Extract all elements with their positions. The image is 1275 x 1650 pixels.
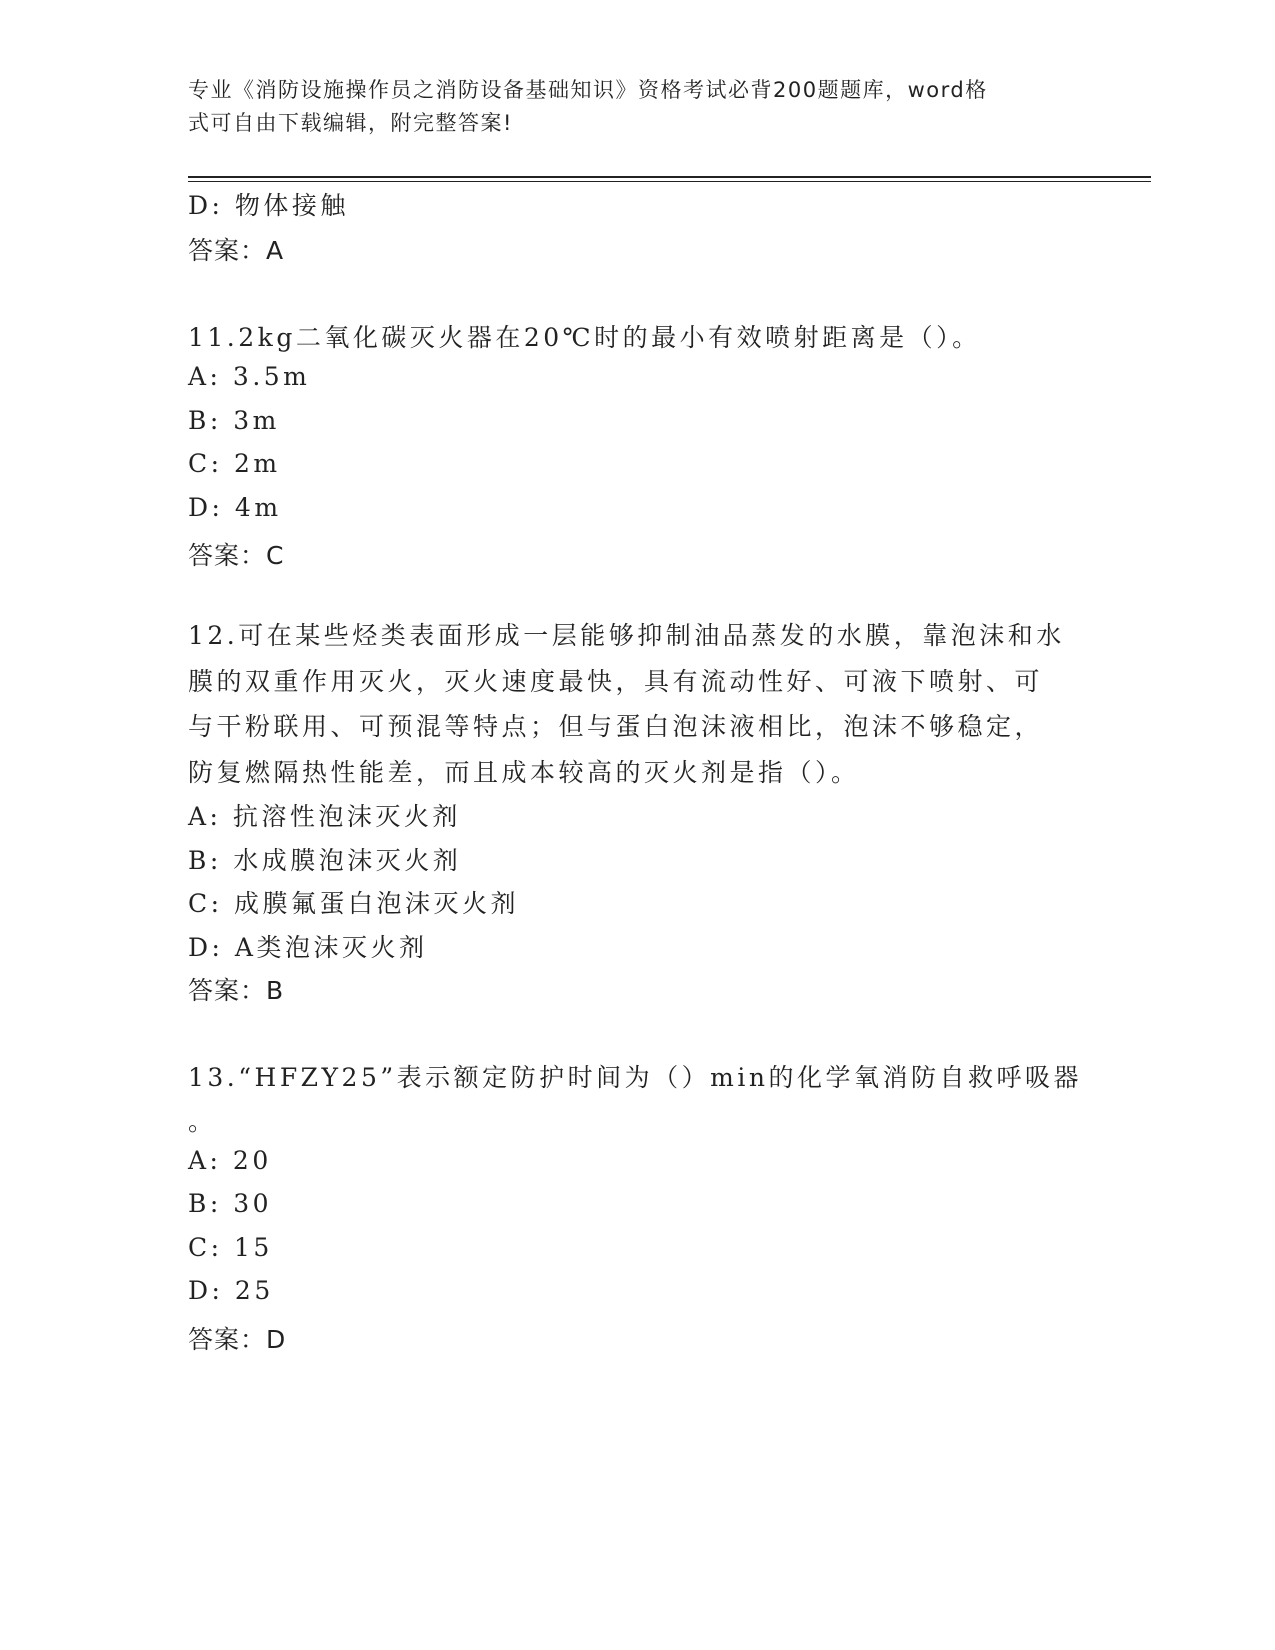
question-12-stem-line-4: 防复燃隔热性能差，而且成本较高的灭火剂是指（）。 xyxy=(188,757,860,787)
question-13-answer: 答案：D xyxy=(188,1325,287,1354)
header-divider-thin xyxy=(188,181,1151,182)
prev-answer: 答案：A xyxy=(188,236,285,265)
question-12-option-a: A: 抗溶性泡沫灭火剂 xyxy=(188,802,461,831)
header-line-2: 式可自由下载编辑，附完整答案! xyxy=(188,111,513,135)
question-13-stem: 13.“HFZY25”表示额定防护时间为（）min的化学氧消防自救呼吸器 xyxy=(188,1063,1082,1092)
header-divider-thick xyxy=(188,176,1151,178)
question-13-option-b: B: 30 xyxy=(188,1189,273,1218)
question-11-option-b: B: 3m xyxy=(188,406,280,435)
question-13-stem-continuation: 。 xyxy=(188,1107,217,1136)
header-line-1: 专业《消防设施操作员之消防设备基础知识》资格考试必背200题题库，word格 xyxy=(188,78,988,102)
question-11-answer: 答案：C xyxy=(188,541,285,570)
question-12-option-d: D: A类泡沫灭火剂 xyxy=(188,933,428,962)
question-13-option-d: D: 25 xyxy=(188,1276,274,1305)
question-11-option-c: C: 2m xyxy=(188,449,281,478)
question-12-stem-line-3: 与干粉联用、可预混等特点；但与蛋白泡沫液相比，泡沫不够稳定， xyxy=(188,712,1044,741)
prev-option-d: D: 物体接触 xyxy=(188,191,349,220)
question-11-stem: 11.2kg二氧化碳灭火器在20℃时的最小有效喷射距离是（）。 xyxy=(188,323,981,352)
question-11-option-d: D: 4m xyxy=(188,493,282,522)
question-13-option-a: A: 20 xyxy=(188,1146,272,1175)
question-12-stem-line-2: 膜的双重作用灭火，灭火速度最快，具有流动性好、可液下喷射、可 xyxy=(188,666,1044,696)
question-12-option-b: B: 水成膜泡沫灭火剂 xyxy=(188,846,462,875)
question-12-stem xyxy=(188,613,1068,795)
question-11-option-a: A: 3.5m xyxy=(188,362,311,391)
question-13-option-c: C: 15 xyxy=(188,1233,273,1262)
question-12-option-c: C: 成膜氟蛋白泡沫灭火剂 xyxy=(188,889,519,918)
document-header xyxy=(188,74,1078,140)
question-12-stem-line-1: 12.可在某些烃类表面形成一层能够抑制油品蒸发的水膜，靠泡沫和水 xyxy=(188,621,1065,650)
question-12-answer: 答案：B xyxy=(188,976,285,1005)
